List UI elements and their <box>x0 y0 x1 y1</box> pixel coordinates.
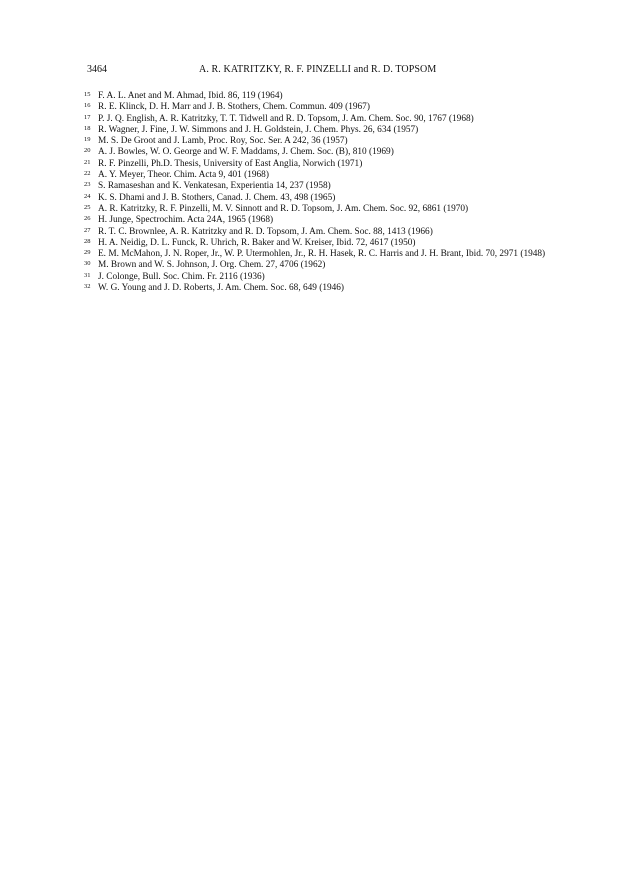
reference-text: R. E. Klinck, D. H. Marr and J. B. Stothers, Chem. Commun. 409 (1967) <box>98 102 370 113</box>
reference-item <box>84 136 562 147</box>
reference-item <box>84 125 562 136</box>
reference-number: 15 <box>84 91 91 98</box>
reference-number: 28 <box>84 237 91 245</box>
page-number: 3464 <box>87 64 107 75</box>
reference-number: 30 <box>84 260 91 268</box>
reference-item <box>84 114 562 125</box>
reference-item <box>84 204 562 215</box>
reference-text: R. F. Pinzelli, Ph.D. Thesis, University of East Anglia, Norwich (1971) <box>98 158 363 169</box>
reference-text: E. M. McMahon, J. N. Roper, Jr., W. P. Utermohlen, Jr., R. H. Hasek, R. C. Harris and J. H. Brant, Ibid. 70, 2971 (1948) <box>98 249 546 260</box>
reference-item <box>84 181 562 192</box>
reference-text: M. Brown and W. S. Johnson, J. Org. Chem. 27, 4706 (1962) <box>98 260 326 271</box>
reference-text: H. A. Neidig, D. L. Funck, R. Uhrich, R. Baker and W. Kreiser, Ibid. 72, 4617 (1950) <box>98 237 416 248</box>
reference-number: 29 <box>84 249 91 257</box>
reference-list <box>84 91 562 294</box>
reference-number: 31 <box>84 271 91 279</box>
reference-number: 19 <box>84 136 91 144</box>
reference-item <box>84 215 562 226</box>
reference-item <box>84 238 562 249</box>
reference-item <box>84 102 562 113</box>
page-header <box>87 64 557 78</box>
reference-number: 21 <box>84 158 91 166</box>
running-head: A. R. KATRITZKY, R. F. PINZELLI and R. D. TOPSOM <box>199 64 437 75</box>
reference-number: 26 <box>84 215 91 223</box>
reference-item <box>84 147 562 158</box>
reference-number: 27 <box>84 226 91 234</box>
reference-text: A. Y. Meyer, Theor. Chim. Acta 9, 401 (1968) <box>98 170 269 181</box>
reference-text: H. Junge, Spectrochim. Acta 24A, 1965 (1968) <box>98 215 274 226</box>
reference-item <box>84 249 562 260</box>
reference-text: R. Wagner, J. Fine, J. W. Simmons and J. H. Goldstein, J. Chem. Phys. 26, 634 (1957) <box>98 124 419 135</box>
reference-number: 24 <box>84 192 91 200</box>
reference-item <box>84 260 562 271</box>
reference-item <box>84 159 562 170</box>
reference-text: A. J. Bowles, W. O. George and W. F. Maddams, J. Chem. Soc. (B), 810 (1969) <box>98 147 394 158</box>
reference-number: 16 <box>84 102 91 110</box>
reference-text: A. R. Katritzky, R. F. Pinzelli, M. V. Sinnott and R. D. Topsom, J. Am. Chem. Soc. 92, 6861 (1970) <box>98 203 469 214</box>
reference-item <box>84 91 562 102</box>
reference-text: F. A. L. Anet and M. Ahmad, Ibid. 86, 119 (1964) <box>98 91 283 101</box>
reference-item <box>84 227 562 238</box>
reference-number: 32 <box>84 283 91 291</box>
reference-text: R. T. C. Brownlee, A. R. Katritzky and R. D. Topsom, J. Am. Chem. Soc. 88, 1413 (1966) <box>98 226 433 237</box>
reference-text: S. Ramaseshan and K. Venkatesan, Experientia 14, 237 (1958) <box>98 181 331 192</box>
reference-item <box>84 272 562 283</box>
reference-item <box>84 193 562 204</box>
reference-item <box>84 283 562 294</box>
reference-number: 18 <box>84 124 91 132</box>
reference-number: 23 <box>84 181 91 189</box>
reference-number: 25 <box>84 203 91 211</box>
reference-item <box>84 170 562 181</box>
reference-number: 20 <box>84 147 91 155</box>
reference-text: M. S. De Groot and J. Lamb, Proc. Roy, Soc. Ser. A 242, 36 (1957) <box>98 136 348 147</box>
reference-number: 22 <box>84 170 91 178</box>
reference-text: K. S. Dhami and J. B. Stothers, Canad. J. Chem. 43, 498 (1965) <box>98 192 336 203</box>
reference-text: W. G. Young and J. D. Roberts, J. Am. Chem. Soc. 68, 649 (1946) <box>98 283 345 294</box>
reference-number: 17 <box>84 113 91 121</box>
reference-text: J. Colonge, Bull. Soc. Chim. Fr. 2116 (1936) <box>98 271 265 282</box>
reference-text: P. J. Q. English, A. R. Katritzky, T. T. Tidwell and R. D. Topsom, J. Am. Chem. Soc. 90, 1767 (1968) <box>98 113 474 124</box>
